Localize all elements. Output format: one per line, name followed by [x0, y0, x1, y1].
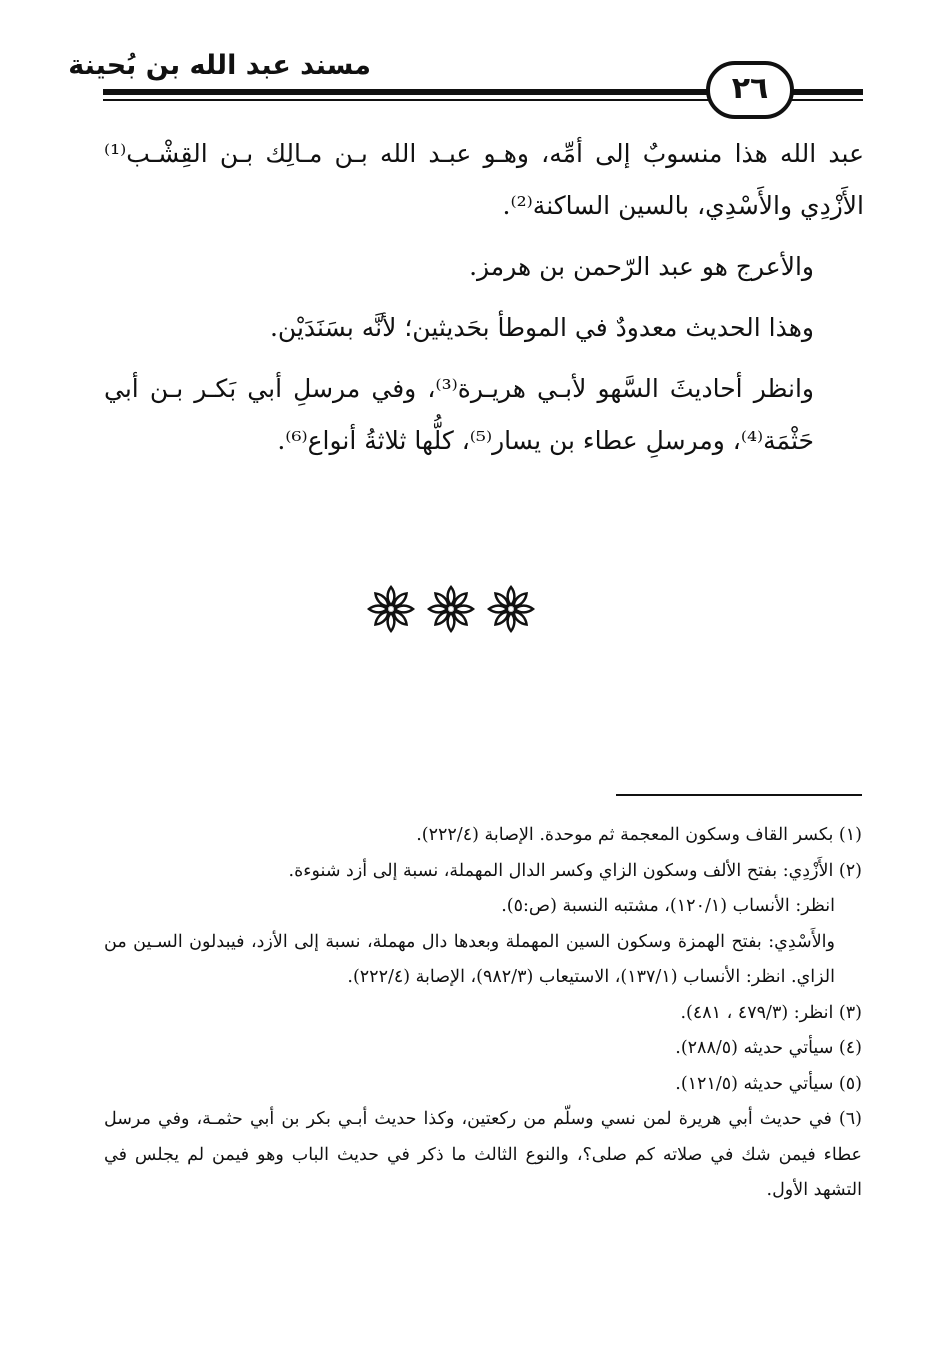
paragraph: وهذا الحديث معدودٌ في الموطأ بحَديثين؛ لأنَّه بسَنَدَيْن.: [269, 313, 814, 342]
footnote-separator: [616, 794, 862, 796]
running-title: مسند عبد الله بن بُحينة: [68, 50, 371, 81]
footnote: (٦) في حديث أبي هريرة لمن نسي وسلّم من ركعتين، وكذا حديث أبـي بكر بن أبي حثمـة، وفي مرسل عطاء فيمن شك في صلاته كم صلى؟، والنوع الثالث ما ذكر في حديث الباب وهو فيمن لم يجلس في التشهد الأول.: [104, 1109, 862, 1200]
footnotes: [104, 818, 862, 1209]
paragraph: عبد الله هذا منسوبٌ إلى أمِّه، وهـو عبـد الله بـن مـالِك بـن القِشْـب⁽¹⁾ الأَزْدِي والأَسْدِي، بالسين الساكنة⁽²⁾.: [104, 139, 864, 220]
paragraph: وانظر أحاديثَ السَّهو لأبـي هريـرة⁽³⁾، وفي مرسلِ أبي بَكـر بـن أبي حَثْمَة⁽⁴⁾، ومرسلِ عطاء بن يسار⁽⁵⁾، كلُّها ثلاثةُ أنواع⁽⁶⁾.: [104, 374, 814, 455]
footnote: (٣) انظر: (٤٧٩/٣ ، ٤٨١).: [680, 1002, 862, 1023]
paragraph: والأعرج هو عبد الرّحمن بن هرمز.: [469, 252, 814, 281]
footnote: (٢) الأَزْدِي: بفتح الألف وسكون الزاي وكسر الدال المهملة، نسبة إلى أزد شنوءة.: [288, 860, 862, 881]
section-ornament: [366, 583, 536, 635]
footnote: (٥) سيأتي حديثه (١٢١/٥).: [675, 1073, 862, 1094]
main-text: [104, 128, 864, 476]
eight-petal-flower-icon: [426, 584, 476, 634]
footnote-continuation: انظر: الأنساب (١٢٠/١)، مشتبه النسبة (ص:٥).: [501, 896, 835, 916]
footnote-continuation: والأَسْدِي: بفتح الهمزة وسكون السين المهملة وبعدها دال مهملة، نسبة إلى الأزد، فيبدلون السـين من الزاي. انظر: الأنساب (١٣٧/١)، الاستيعاب (٩٨٢/٣)، الإصابة (٢٢٢/٤).: [104, 931, 835, 987]
footnote: (٤) سيأتي حديثه (٢٨٨/٥).: [675, 1038, 862, 1058]
page-number: ٢٦: [706, 61, 794, 119]
footnote: (١) بكسر القاف وسكون المعجمة ثم موحدة. الإصابة (٢٢٢/٤).: [416, 825, 862, 845]
eight-petal-flower-icon: [366, 584, 416, 634]
eight-petal-flower-icon: [486, 584, 536, 634]
